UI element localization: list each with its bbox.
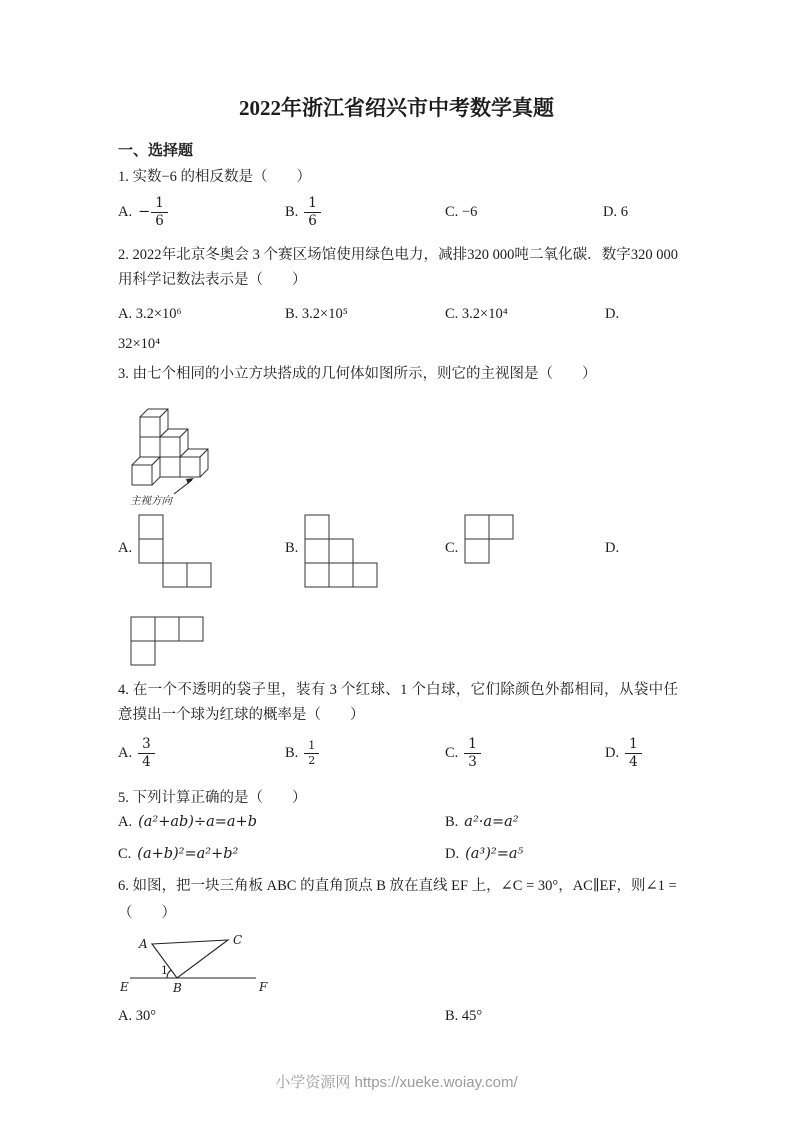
option-label: B.	[285, 540, 299, 556]
q4-stem: 4. 在一个不透明的袋子里，装有 3 个红球、1 个白球，它们除颜色外都相同，从袋中任意摸出一个球为红球的概率是（ ）	[118, 682, 678, 724]
label-angle-1: 1	[161, 964, 168, 977]
label-C: C	[233, 933, 243, 947]
cube-face	[160, 437, 180, 457]
grid-cell	[163, 563, 187, 587]
option-c-grid-figure	[464, 514, 514, 564]
q1-option-c: C. −6	[445, 203, 478, 220]
grid-cell	[353, 563, 377, 587]
cube-figure	[122, 388, 227, 510]
fraction	[151, 195, 168, 230]
math-expression: a²·a=a²	[464, 814, 519, 830]
fraction-denominator: 3	[468, 753, 477, 770]
q4-option-c	[445, 731, 481, 775]
q5-stem: 5. 下列计算正确的是（ ）	[118, 790, 307, 806]
math-expression: (a+b)²=a²+b²	[137, 846, 239, 862]
option-b-grid-figure	[304, 514, 378, 588]
page-title: 2022年浙江省绍兴市中考数学真题	[239, 96, 554, 120]
math-expression: (a³)²=a⁵	[465, 846, 524, 862]
option-a-grid-figure	[138, 514, 212, 588]
fraction-numerator: 3	[138, 736, 155, 754]
q6-stem-line1: 6. 如图，把一块三角板 ABC 的直角顶点 B 放在直线 EF 上，∠C = 30°，AC∥EF，则∠1 =	[118, 878, 677, 894]
option-label: C.	[118, 846, 132, 862]
grid-cell	[131, 617, 155, 641]
grid-cell	[155, 617, 179, 641]
triangle-figure	[116, 930, 281, 1005]
option-label: B.	[445, 814, 459, 830]
q4-option-b	[285, 731, 319, 775]
grid-cell	[305, 515, 329, 539]
grid-cell	[465, 539, 489, 563]
cube-face	[180, 457, 200, 477]
q2-option-a: A. 3.2×10⁶	[118, 305, 182, 322]
minus-sign: −	[138, 204, 151, 220]
grid-cell	[489, 515, 513, 539]
math-expression: (a²+ab)÷a=a+b	[138, 814, 257, 830]
q3-options	[0, 514, 793, 594]
fraction	[625, 736, 642, 771]
grid-cell	[187, 563, 211, 587]
q6-stem-line2: （ ）	[118, 905, 176, 921]
q3-option-b	[285, 514, 378, 588]
fraction-numerator: 1	[304, 195, 321, 213]
q2-option-d-continued: 32×10⁴	[118, 336, 161, 352]
fraction-numerator: 1	[304, 739, 319, 754]
fraction-numerator: 1	[464, 736, 481, 754]
grid-cell	[305, 539, 329, 563]
option-label: D.	[445, 846, 460, 862]
q5-option-a	[118, 814, 257, 831]
q6-option-a: A. 30°	[118, 1007, 157, 1024]
q6-option-b: B. 45°	[445, 1007, 483, 1024]
q3-option-d	[605, 514, 625, 557]
grid-cell	[329, 563, 353, 587]
fraction-denominator: 4	[142, 753, 151, 770]
q4-option-a	[118, 731, 155, 775]
option-label: C.	[445, 744, 459, 761]
grid-cell	[329, 539, 353, 563]
fraction-numerator: 1	[151, 195, 168, 213]
label-B: B	[173, 981, 182, 995]
fraction-denominator: 6	[308, 212, 317, 229]
cube-face	[140, 437, 160, 457]
q2-option-b: B. 3.2×10⁵	[285, 305, 348, 322]
option-label: A.	[118, 540, 133, 556]
q4-option-d	[605, 731, 642, 775]
cube-face	[132, 465, 152, 485]
fraction-denominator: 6	[155, 212, 164, 229]
q5-option-c	[118, 846, 238, 863]
label-A: A	[139, 937, 148, 951]
option-label: A.	[118, 814, 133, 830]
q2-options	[0, 300, 793, 328]
q2-stem: 2. 2022年北京冬奥会 3 个赛区场馆使用绿色电力，减排320 000吨二氧化碳．数字320 000用科学记数法表示是（ ）	[118, 247, 678, 289]
cube-face	[140, 417, 160, 437]
q3-stem: 3. 由七个相同的小立方块搭成的几何体如图所示，则它的主视图是（ ）	[118, 366, 597, 382]
q2-option-c: C. 3.2×10⁴	[445, 305, 508, 322]
q1-option-d: D. 6	[603, 203, 628, 220]
q2-option-d: D.	[605, 305, 620, 322]
q5-option-d	[445, 846, 523, 863]
section-heading: 一、选择题	[118, 143, 194, 159]
option-label: D.	[605, 540, 620, 556]
fraction-denominator: 2	[308, 753, 316, 767]
fraction	[464, 736, 481, 771]
option-label: D.	[605, 744, 620, 761]
footer-watermark: 小学资源网 https://xueke.woiay.com/	[275, 1074, 518, 1091]
option-label: A.	[118, 203, 133, 220]
q4-options	[0, 731, 793, 775]
q1-stem: 1. 实数−6 的相反数是（ ）	[118, 169, 312, 185]
fraction	[304, 739, 319, 768]
cube-face	[160, 457, 180, 477]
option-d-grid-figure	[130, 616, 204, 666]
label-E: E	[120, 980, 129, 994]
grid-cell	[305, 563, 329, 587]
fraction-denominator: 4	[629, 753, 638, 770]
option-label: C.	[445, 540, 459, 556]
fraction	[304, 195, 321, 230]
view-direction-label: 主视方向	[130, 495, 172, 507]
fraction	[138, 736, 155, 771]
grid-cell	[139, 515, 163, 539]
option-label: A.	[118, 744, 133, 761]
label-F: F	[259, 980, 268, 994]
grid-cell	[179, 617, 203, 641]
q1-option-b	[285, 190, 321, 234]
grid-cell	[131, 641, 155, 665]
option-label: B.	[285, 203, 299, 220]
q3-option-a	[118, 514, 212, 588]
q1-options	[0, 190, 793, 234]
q3-option-c	[445, 514, 514, 564]
grid-cell	[465, 515, 489, 539]
grid-cell	[139, 539, 163, 563]
option-label: B.	[285, 744, 299, 761]
q6-options	[0, 1002, 793, 1030]
fraction-numerator: 1	[625, 736, 642, 754]
q1-option-a	[118, 190, 168, 234]
q5-option-b	[445, 814, 519, 831]
